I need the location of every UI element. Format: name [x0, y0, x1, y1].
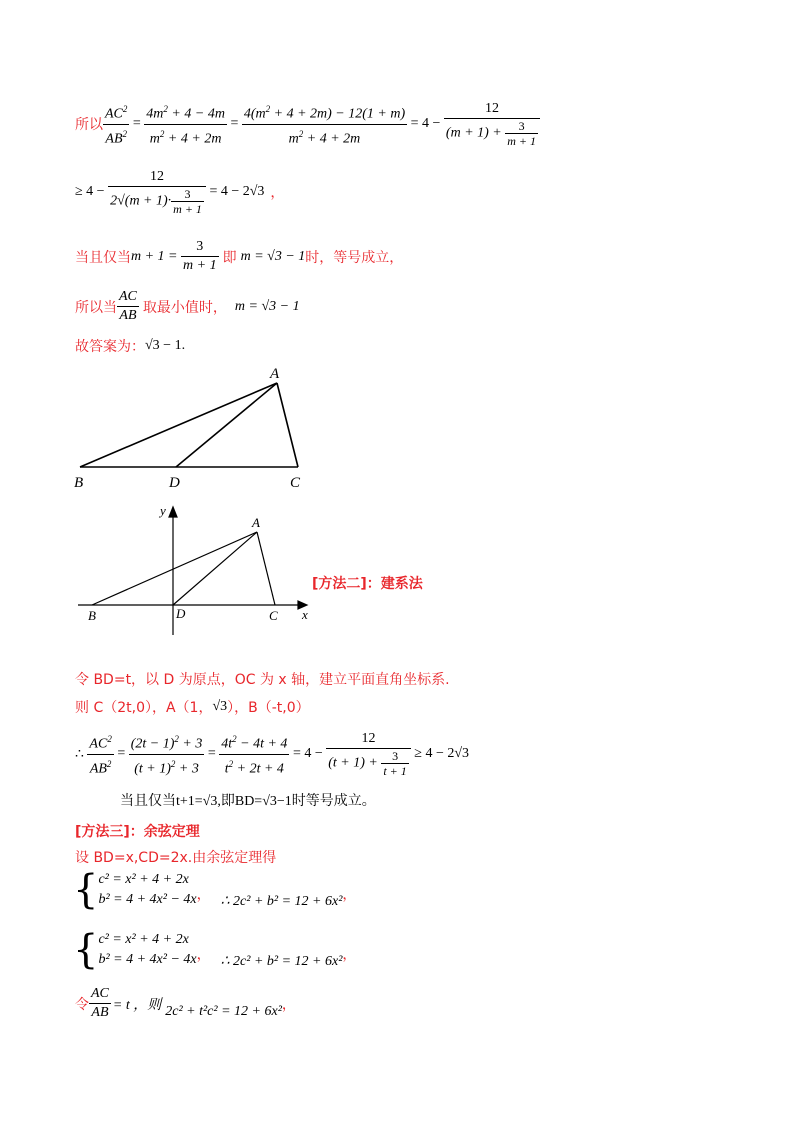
equation-line-3: 当且仅当 m + 1 = $\frac{3}{m + 1}$ 即 m = √3 − 1 时，等号成立，: [75, 239, 404, 273]
label-y-axis: y: [160, 503, 166, 518]
method2-line3: ∴ $\frac{AC^2}{AB^2}$ = $\frac{(2t - 1)^2 + 3}{(t + 1)^2 + 3}$ = $\frac{4t^2 - 4t + 4}{t^2 + 2t + 4}$ = 4 − 12 (t + 1) + $\frac{3}{t + 1}$ ≥ 4 − 2√3: [75, 731, 470, 779]
label-D2: D: [176, 606, 186, 621]
label-C2: C: [269, 608, 278, 623]
equation-line-4: 所以当 $\frac{AC}{AB}$ 取最小值时， m = √3 − 1: [75, 289, 300, 323]
equation-system-1: { c² = x² + 4 + 2x b² = 4 + 4x² − 4x ， ∴ 2c² + b² = 12 + 6x² ，: [73, 867, 357, 913]
method3-intro: 设 BD=x,CD=2x.由余弦定理得: [75, 850, 277, 866]
comma: ，: [270, 185, 285, 201]
answer-line: 故答案为： √3 − 1 .: [75, 338, 186, 355]
method3-title: [方法三]：余弦定理: [75, 824, 200, 840]
method2-line2: 则 C（2t,0），A（1， √3 ），B（-t,0）: [75, 699, 310, 716]
label-B: B: [74, 475, 84, 491]
method2-title: [方法二]：建系法: [312, 576, 423, 592]
label-x-axis: x: [302, 607, 308, 622]
prefix-suoyi: 所以: [75, 117, 103, 134]
label-A2: A: [252, 515, 260, 530]
triangle-figure: [0, 0, 800, 500]
method2-line1: 令 BD=t，以 D 为原点，OC 为 x 轴，建立平面直角坐标系.: [75, 672, 450, 688]
coordinate-figure: [0, 495, 800, 635]
equation-expression: $\frac{AC^2}{AB^2}$ = $\frac{4m^2 + 4 - 4m}{m^2 + 4 + 2m}$ = $\frac{4(m^2 + 4 + 2m) - 12(1 + m)}{m^2 + 4 + 2m}$ = 4 − 12 (m + 1) + $\frac{3}{m + 1}$: [103, 100, 540, 148]
label-D: D: [169, 475, 180, 491]
equation-line-2: ≥ 4 − 12 2√(m + 1)· $\frac{3}{m + 1}$ = 4 − 2√3 ，: [75, 169, 285, 216]
label-B2: B: [88, 608, 96, 623]
method3-last-line: 令 $\frac{AC}{AB}$ = t ，则 2c² + t²c² = 12 + 6x² ，: [75, 986, 296, 1020]
label-A: A: [270, 366, 280, 382]
equation-system-2: { c² = x² + 4 + 2x b² = 4 + 4x² − 4x ， ∴ 2c² + b² = 12 + 6x² ，: [73, 927, 357, 973]
label-C: C: [290, 475, 301, 491]
method2-line4: 当且仅当t+1=√3,即BD=√3−1时等号成立。: [120, 794, 376, 809]
